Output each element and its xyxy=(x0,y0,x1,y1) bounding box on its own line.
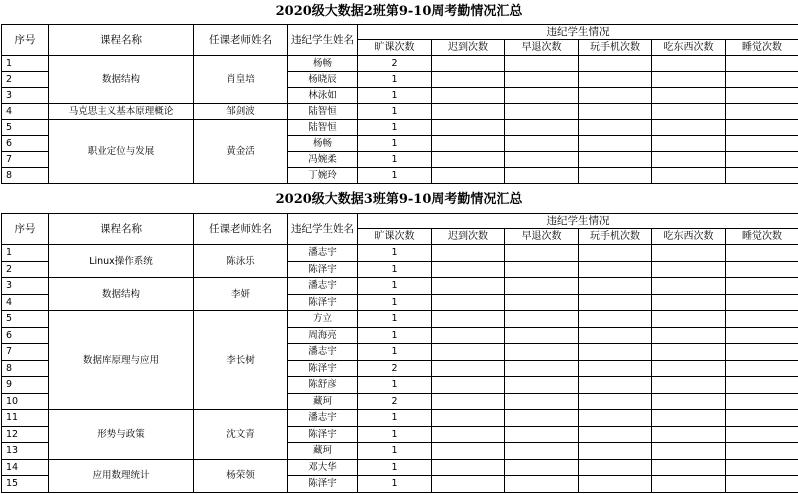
absent-count: 1 xyxy=(358,311,432,328)
violation-count xyxy=(432,344,505,361)
student-name: 陈泽宇 xyxy=(288,294,358,311)
student-name: 潘志宇 xyxy=(288,410,358,427)
student-name: 丁婉玲 xyxy=(288,168,358,184)
violation-count xyxy=(505,311,579,328)
header-type: 早退次数 xyxy=(505,229,579,245)
student-name: 陆智恒 xyxy=(288,120,358,136)
header-type: 玩手机次数 xyxy=(579,40,652,56)
header-type: 玩手机次数 xyxy=(579,229,652,245)
student-name: 陆智恒 xyxy=(288,104,358,120)
violation-count xyxy=(432,294,505,311)
absent-count: 1 xyxy=(358,476,432,493)
violation-count xyxy=(432,136,505,152)
violation-count xyxy=(505,104,579,120)
violation-count xyxy=(726,443,798,460)
row-seq: 10 xyxy=(2,393,49,410)
violation-count xyxy=(652,136,726,152)
row-seq: 8 xyxy=(2,360,49,377)
table-row xyxy=(2,56,798,72)
student-name: 潘志宇 xyxy=(288,245,358,262)
absent-count: 1 xyxy=(358,344,432,361)
absent-count: 1 xyxy=(358,443,432,460)
table-row xyxy=(2,410,798,427)
course-name: Linux操作系统 xyxy=(49,245,194,278)
student-name: 藏珂 xyxy=(288,443,358,460)
absent-count: 1 xyxy=(358,152,432,168)
violation-count xyxy=(432,120,505,136)
absent-count: 1 xyxy=(358,294,432,311)
violation-count xyxy=(726,311,798,328)
violation-count xyxy=(579,344,652,361)
violation-count xyxy=(505,120,579,136)
violation-count xyxy=(579,152,652,168)
absent-count: 1 xyxy=(358,377,432,394)
violation-count xyxy=(652,261,726,278)
absent-count: 1 xyxy=(358,72,432,88)
table-row xyxy=(2,278,798,295)
violation-count xyxy=(652,152,726,168)
violation-count xyxy=(652,393,726,410)
violation-count xyxy=(652,245,726,262)
row-seq: 6 xyxy=(2,136,49,152)
class2-table xyxy=(1,24,798,184)
row-seq: 2 xyxy=(2,72,49,88)
student-name: 邓大华 xyxy=(288,459,358,476)
header-violation: 违纪学生情况 xyxy=(358,25,798,40)
violation-count xyxy=(579,410,652,427)
row-seq: 3 xyxy=(2,278,49,295)
absent-count: 1 xyxy=(358,88,432,104)
violation-count xyxy=(726,278,798,295)
violation-count xyxy=(579,443,652,460)
student-name: 陈泽宇 xyxy=(288,360,358,377)
violation-count xyxy=(579,136,652,152)
violation-count xyxy=(652,120,726,136)
violation-count xyxy=(432,168,505,184)
violation-count xyxy=(505,426,579,443)
teacher-name: 黄金活 xyxy=(194,120,288,184)
course-name: 形势与政策 xyxy=(49,410,194,460)
violation-count xyxy=(432,476,505,493)
violation-count xyxy=(579,56,652,72)
violation-count xyxy=(432,261,505,278)
violation-count xyxy=(579,360,652,377)
header-violation: 违纪学生情况 xyxy=(358,214,798,229)
violation-count xyxy=(505,410,579,427)
violation-count xyxy=(652,344,726,361)
header-type: 吃东西次数 xyxy=(652,229,726,245)
violation-count xyxy=(726,294,798,311)
violation-count xyxy=(505,261,579,278)
row-seq: 5 xyxy=(2,311,49,328)
violation-count xyxy=(726,72,798,88)
violation-count xyxy=(432,426,505,443)
violation-count xyxy=(726,104,798,120)
violation-count xyxy=(432,72,505,88)
absent-count: 1 xyxy=(358,136,432,152)
row-seq: 5 xyxy=(2,120,49,136)
violation-count xyxy=(505,360,579,377)
violation-count xyxy=(432,410,505,427)
absent-count: 2 xyxy=(358,393,432,410)
violation-count xyxy=(432,377,505,394)
violation-count xyxy=(505,168,579,184)
violation-count xyxy=(505,152,579,168)
absent-count: 1 xyxy=(358,426,432,443)
table-row xyxy=(2,120,798,136)
header-seq: 序号 xyxy=(2,214,49,245)
violation-count xyxy=(579,104,652,120)
violation-count xyxy=(726,459,798,476)
table-row xyxy=(2,245,798,262)
teacher-name: 杨荣领 xyxy=(194,459,288,492)
header-type: 迟到次数 xyxy=(432,40,505,56)
violation-count xyxy=(432,459,505,476)
violation-count xyxy=(505,278,579,295)
student-name: 杨畅 xyxy=(288,136,358,152)
violation-count xyxy=(432,311,505,328)
header-teacher: 任课老师姓名 xyxy=(194,214,288,245)
header-course: 课程名称 xyxy=(49,25,194,56)
violation-count xyxy=(652,104,726,120)
header-student: 违纪学生姓名 xyxy=(288,25,358,56)
violation-count xyxy=(579,294,652,311)
header-type: 迟到次数 xyxy=(432,229,505,245)
header-course: 课程名称 xyxy=(49,214,194,245)
student-name: 林泳如 xyxy=(288,88,358,104)
student-name: 潘志宇 xyxy=(288,278,358,295)
violation-count xyxy=(505,459,579,476)
teacher-name: 邹剑波 xyxy=(194,104,288,120)
violation-count xyxy=(432,443,505,460)
violation-count xyxy=(579,377,652,394)
absent-count: 1 xyxy=(358,410,432,427)
violation-count xyxy=(726,393,798,410)
violation-count xyxy=(726,152,798,168)
row-seq: 14 xyxy=(2,459,49,476)
row-seq: 4 xyxy=(2,294,49,311)
violation-count xyxy=(579,426,652,443)
violation-count xyxy=(726,426,798,443)
row-seq: 2 xyxy=(2,261,49,278)
teacher-name: 沈文青 xyxy=(194,410,288,460)
violation-count xyxy=(652,459,726,476)
violation-count xyxy=(652,72,726,88)
violation-count xyxy=(652,168,726,184)
absent-count: 1 xyxy=(358,168,432,184)
violation-count xyxy=(726,245,798,262)
violation-count xyxy=(579,476,652,493)
violation-count xyxy=(505,88,579,104)
violation-count xyxy=(652,88,726,104)
teacher-name: 李妍 xyxy=(194,278,288,311)
student-name: 周海亮 xyxy=(288,327,358,344)
course-name: 数据结构 xyxy=(49,56,194,104)
student-name: 杨晓辰 xyxy=(288,72,358,88)
student-name: 方立 xyxy=(288,311,358,328)
student-name: 杨畅 xyxy=(288,56,358,72)
violation-count xyxy=(652,294,726,311)
teacher-name: 李长树 xyxy=(194,311,288,410)
violation-count xyxy=(726,377,798,394)
violation-count xyxy=(432,56,505,72)
row-seq: 4 xyxy=(2,104,49,120)
absent-count: 1 xyxy=(358,120,432,136)
violation-count xyxy=(579,327,652,344)
table-row xyxy=(2,459,798,476)
absent-count: 1 xyxy=(358,245,432,262)
violation-count xyxy=(579,311,652,328)
student-name: 陈泽宇 xyxy=(288,261,358,278)
violation-count xyxy=(579,72,652,88)
violation-count xyxy=(726,120,798,136)
violation-count xyxy=(505,72,579,88)
course-name: 数据库原理与应用 xyxy=(49,311,194,410)
header-type: 吃东西次数 xyxy=(652,40,726,56)
violation-count xyxy=(505,56,579,72)
violation-count xyxy=(726,410,798,427)
violation-count xyxy=(432,360,505,377)
violation-count xyxy=(579,168,652,184)
violation-count xyxy=(505,136,579,152)
table-row xyxy=(2,104,798,120)
violation-count xyxy=(432,104,505,120)
violation-count xyxy=(505,245,579,262)
violation-count xyxy=(652,476,726,493)
table-row xyxy=(2,311,798,328)
violation-count xyxy=(505,294,579,311)
course-name: 职业定位与发展 xyxy=(49,120,194,184)
violation-count xyxy=(432,278,505,295)
violation-count xyxy=(579,88,652,104)
row-seq: 15 xyxy=(2,476,49,493)
student-name: 冯婉柔 xyxy=(288,152,358,168)
absent-count: 1 xyxy=(358,327,432,344)
absent-count: 1 xyxy=(358,278,432,295)
absent-count: 1 xyxy=(358,104,432,120)
absent-count: 2 xyxy=(358,56,432,72)
violation-count xyxy=(432,152,505,168)
row-seq: 8 xyxy=(2,168,49,184)
violation-count xyxy=(579,245,652,262)
absent-count: 2 xyxy=(358,360,432,377)
violation-count xyxy=(579,278,652,295)
violation-count xyxy=(432,245,505,262)
violation-count xyxy=(726,327,798,344)
violation-count xyxy=(726,56,798,72)
violation-count xyxy=(579,120,652,136)
violation-count xyxy=(505,476,579,493)
student-name: 潘志宇 xyxy=(288,344,358,361)
violation-count xyxy=(726,261,798,278)
row-seq: 7 xyxy=(2,152,49,168)
violation-count xyxy=(579,393,652,410)
student-name: 陈舒彦 xyxy=(288,377,358,394)
violation-count xyxy=(652,377,726,394)
row-seq: 6 xyxy=(2,327,49,344)
violation-count xyxy=(652,443,726,460)
header-type: 旷课次数 xyxy=(358,229,432,245)
header-type: 早退次数 xyxy=(505,40,579,56)
row-seq: 1 xyxy=(2,56,49,72)
header-teacher: 任课老师姓名 xyxy=(194,25,288,56)
violation-count xyxy=(505,327,579,344)
violation-count xyxy=(726,136,798,152)
absent-count: 1 xyxy=(358,261,432,278)
violation-count xyxy=(726,476,798,493)
course-name: 数据结构 xyxy=(49,278,194,311)
course-name: 马克思主义基本原理概论 xyxy=(49,104,194,120)
header-type: 睡觉次数 xyxy=(726,229,798,245)
header-student: 违纪学生姓名 xyxy=(288,214,358,245)
row-seq: 12 xyxy=(2,426,49,443)
header-seq: 序号 xyxy=(2,25,49,56)
class3-table xyxy=(1,213,798,493)
student-name: 陈泽宇 xyxy=(288,476,358,493)
header-type: 睡觉次数 xyxy=(726,40,798,56)
violation-count xyxy=(432,88,505,104)
violation-count xyxy=(726,360,798,377)
student-name: 藏珂 xyxy=(288,393,358,410)
violation-count xyxy=(652,311,726,328)
violation-count xyxy=(726,344,798,361)
violation-count xyxy=(505,377,579,394)
violation-count xyxy=(652,278,726,295)
violation-count xyxy=(505,393,579,410)
violation-count xyxy=(726,168,798,184)
teacher-name: 肖皇培 xyxy=(194,56,288,104)
row-seq: 1 xyxy=(2,245,49,262)
student-name: 陈泽宇 xyxy=(288,426,358,443)
row-seq: 9 xyxy=(2,377,49,394)
violation-count xyxy=(652,56,726,72)
violation-count xyxy=(652,327,726,344)
course-name: 应用数理统计 xyxy=(49,459,194,492)
violation-count xyxy=(652,360,726,377)
violation-count xyxy=(505,443,579,460)
header-type: 旷课次数 xyxy=(358,40,432,56)
violation-count xyxy=(579,261,652,278)
row-seq: 3 xyxy=(2,88,49,104)
violation-count xyxy=(432,327,505,344)
teacher-name: 陈泳乐 xyxy=(194,245,288,278)
row-seq: 11 xyxy=(2,410,49,427)
violation-count xyxy=(505,344,579,361)
class2-title: 2020级大数据2班第9-10周考勤情况汇总 xyxy=(275,4,523,19)
violation-count xyxy=(579,459,652,476)
violation-count xyxy=(652,426,726,443)
violation-count xyxy=(726,88,798,104)
row-seq: 13 xyxy=(2,443,49,460)
class3-title: 2020级大数据3班第9-10周考勤情况汇总 xyxy=(275,192,523,207)
absent-count: 1 xyxy=(358,459,432,476)
violation-count xyxy=(432,393,505,410)
violation-count xyxy=(652,410,726,427)
row-seq: 7 xyxy=(2,344,49,361)
